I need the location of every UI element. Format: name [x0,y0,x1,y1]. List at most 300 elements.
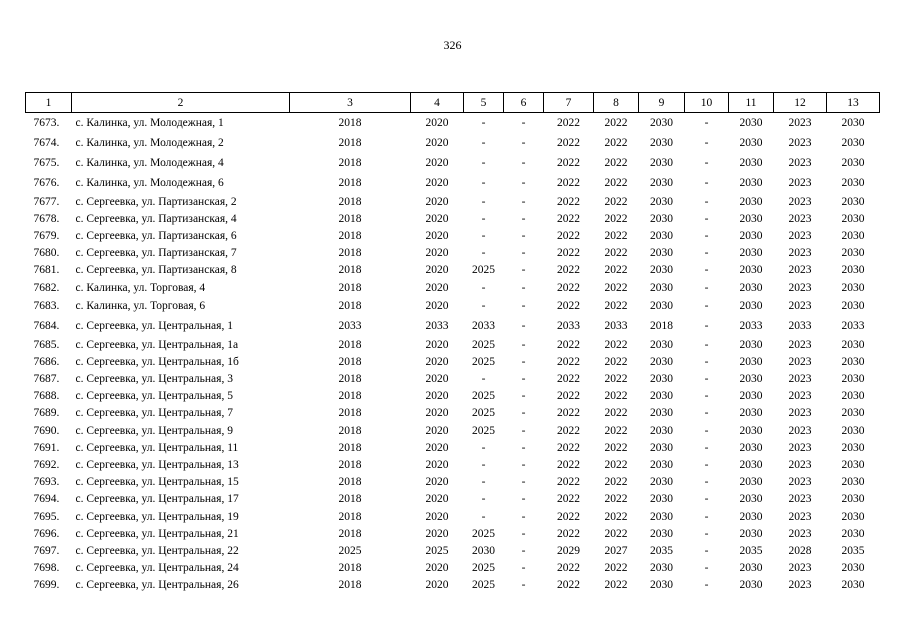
year-cell: 2030 [739,459,763,472]
year-cell: 2033 [788,320,812,333]
table-row [26,405,880,422]
year-cell: 2030 [650,195,673,208]
year-cell: 2033 [338,320,362,333]
year-cell: 2030 [650,212,673,225]
table-row [26,353,880,370]
column-header: 3 [290,93,411,113]
year-cell: - [521,247,526,260]
year-cell: 2025 [472,338,495,351]
year-cell: 2022 [557,229,580,242]
year-cell: 2028 [788,544,812,557]
year-cell: - [481,229,486,242]
row-number-cell: 7686. [33,355,60,368]
year-cell: - [704,229,709,242]
year-cell: 2022 [604,562,628,575]
year-cell: - [704,137,709,149]
year-cell: 2030 [472,544,495,557]
year-cell: 2023 [788,117,812,129]
year-cell: 2030 [739,177,763,189]
year-cell: - [481,493,486,506]
year-cell: 2030 [650,264,673,277]
row-number-cell: 7679. [33,229,60,242]
table-body [26,113,880,594]
year-cell: 2022 [604,157,628,169]
column-header: 5 [464,93,504,113]
year-cell: 2022 [604,476,628,489]
year-cell: 2022 [557,390,580,403]
year-cell: 2030 [841,579,865,592]
year-cell: 2020 [425,493,449,506]
year-cell: 2030 [739,300,763,313]
year-cell: - [704,493,709,506]
address-cell: с. Сергеевка, ул. Партизанская, 6 [75,229,237,242]
table-row [26,210,880,227]
row-number-cell: 7685. [33,338,60,351]
year-cell: 2018 [338,510,362,523]
year-cell: 2030 [650,177,673,189]
table-row [26,316,880,336]
table-row [26,560,880,577]
row-number-cell: 7687. [33,373,60,386]
address-cell: с. Сергеевка, ул. Центральная, 11 [75,441,239,454]
year-cell: 2033 [841,320,865,333]
year-cell: 2025 [472,579,495,592]
year-cell: 2030 [841,157,865,169]
address-cell: с. Сергеевка, ул. Партизанская, 8 [75,264,237,277]
table-row [26,508,880,525]
year-cell: 2030 [650,247,673,260]
year-cell: - [481,195,486,208]
year-cell: 2030 [841,281,865,294]
table-row [26,439,880,456]
year-cell: - [481,177,486,189]
year-cell: 2030 [841,510,865,523]
year-cell: 2030 [739,407,763,420]
year-cell: - [704,424,709,437]
year-cell: - [481,212,486,225]
address-cell: с. Сергеевка, ул. Центральная, 1а [75,338,239,351]
year-cell: 2022 [557,493,580,506]
year-cell: 2022 [604,407,628,420]
table-row [26,422,880,439]
year-cell: 2022 [557,157,580,169]
year-cell: 2018 [650,320,673,333]
year-cell: 2020 [425,355,449,368]
year-cell: - [521,355,526,368]
row-number-cell: 7682. [33,281,60,294]
row-number-cell: 7690. [33,424,60,437]
year-cell: - [704,281,709,294]
year-cell: 2022 [557,247,580,260]
year-cell: 2030 [739,281,763,294]
year-cell: 2022 [604,264,628,277]
year-cell: - [704,117,709,129]
address-cell: с. Сергеевка, ул. Центральная, 17 [75,493,239,506]
table-row [26,296,880,316]
year-cell: 2018 [338,527,362,540]
column-header: 7 [544,93,594,113]
table-row [26,474,880,491]
table-header [26,93,880,113]
year-cell: 2022 [604,281,628,294]
year-cell: 2022 [557,562,580,575]
year-cell: 2022 [604,373,628,386]
row-number-cell: 7689. [33,407,60,420]
address-cell: с. Сергеевка, ул. Партизанская, 7 [75,247,237,260]
year-cell: 2023 [788,527,812,540]
year-cell: 2023 [788,177,812,189]
address-cell: с. Калинка, ул. Молодежная, 1 [75,117,224,129]
year-cell: - [521,459,526,472]
year-cell: 2030 [841,373,865,386]
year-cell: 2022 [604,212,628,225]
year-cell: 2023 [788,562,812,575]
table-row [26,133,880,153]
page-number: 326 [443,38,462,52]
table-row [26,279,880,296]
year-cell: 2030 [739,476,763,489]
year-cell: 2030 [650,117,673,129]
year-cell: 2020 [425,476,449,489]
year-cell: 2022 [557,407,580,420]
year-cell: - [521,300,526,313]
year-cell: 2020 [425,441,449,454]
row-number-cell: 7696. [33,527,60,540]
year-cell: - [704,212,709,225]
table-row [26,227,880,244]
address-cell: с. Сергеевка, ул. Центральная, 26 [75,579,239,592]
address-cell: с. Сергеевка, ул. Центральная, 3 [75,373,233,386]
address-cell: с. Сергеевка, ул. Центральная, 22 [75,544,239,557]
year-cell: 2023 [788,476,812,489]
year-cell: 2030 [650,424,673,437]
year-cell: - [521,320,526,333]
year-cell: 2033 [739,320,763,333]
year-cell: - [521,510,526,523]
year-cell: 2030 [841,137,865,149]
year-cell: 2022 [604,424,628,437]
year-cell: - [704,459,709,472]
row-number-cell: 7684. [33,320,60,333]
year-cell: 2022 [604,177,628,189]
year-cell: - [521,424,526,437]
address-cell: с. Сергеевка, ул. Центральная, 15 [75,476,239,489]
year-cell: 2022 [604,247,628,260]
year-cell: - [521,157,526,169]
year-cell: 2030 [739,338,763,351]
year-cell: 2025 [472,355,495,368]
row-number-cell: 7680. [33,247,60,260]
year-cell: 2022 [557,117,580,129]
year-cell: 2020 [425,527,449,540]
address-cell: с. Сергеевка, ул. Центральная, 24 [75,562,239,575]
year-cell: 2020 [425,281,449,294]
year-cell: - [704,544,709,557]
year-cell: 2022 [604,300,628,313]
address-cell: с. Калинка, ул. Молодежная, 2 [75,137,224,149]
column-header: 1 [26,93,72,113]
year-cell: 2030 [739,510,763,523]
year-cell: - [481,117,486,129]
year-cell: - [481,510,486,523]
row-number-cell: 7693. [33,476,60,489]
year-cell: 2020 [425,510,449,523]
year-cell: 2022 [557,579,580,592]
year-cell: 2030 [739,373,763,386]
year-cell: 2030 [739,212,763,225]
column-header: 10 [685,93,729,113]
year-cell: 2025 [425,544,449,557]
year-cell: 2030 [650,527,673,540]
year-cell: 2023 [788,459,812,472]
year-cell: 2018 [338,157,362,169]
year-cell: 2022 [557,441,580,454]
address-cell: с. Сергеевка, ул. Центральная, 13 [75,459,239,472]
year-cell: 2022 [557,338,580,351]
table-row [26,577,880,594]
year-cell: 2022 [604,390,628,403]
year-cell: 2023 [788,247,812,260]
year-cell: 2023 [788,300,812,313]
year-cell: 2022 [557,527,580,540]
year-cell: 2023 [788,137,812,149]
year-cell: - [704,373,709,386]
year-cell: 2030 [841,212,865,225]
year-cell: 2030 [841,338,865,351]
year-cell: 2030 [841,195,865,208]
year-cell: 2022 [557,212,580,225]
column-header: 6 [504,93,544,113]
year-cell: 2018 [338,493,362,506]
column-header: 11 [729,93,774,113]
year-cell: 2020 [425,195,449,208]
year-cell: 2030 [650,407,673,420]
year-cell: 2022 [604,338,628,351]
year-cell: - [521,562,526,575]
year-cell: - [481,247,486,260]
year-cell: 2022 [557,476,580,489]
year-cell: 2023 [788,390,812,403]
column-header: 2 [72,93,290,113]
year-cell: 2022 [604,117,628,129]
row-number-cell: 7675. [33,157,60,169]
row-number-cell: 7673. [33,117,60,129]
year-cell: 2030 [841,441,865,454]
year-cell: 2033 [472,320,495,333]
year-cell: 2023 [788,281,812,294]
year-cell: 2018 [338,195,362,208]
year-cell: 2030 [841,177,865,189]
year-cell: 2020 [425,390,449,403]
year-cell: 2020 [425,137,449,149]
year-cell: 2030 [650,300,673,313]
address-cell: с. Сергеевка, ул. Партизанская, 4 [75,212,237,225]
row-number-cell: 7688. [33,390,60,403]
year-cell: 2030 [841,117,865,129]
year-cell: 2022 [557,264,580,277]
row-number-cell: 7698. [33,562,60,575]
year-cell: 2030 [650,281,673,294]
address-cell: с. Калинка, ул. Торговая, 6 [75,300,206,313]
year-cell: 2020 [425,177,449,189]
address-cell: с. Калинка, ул. Молодежная, 6 [75,177,224,189]
year-cell: 2022 [557,373,580,386]
year-cell: 2030 [841,247,865,260]
year-cell: 2020 [425,300,449,313]
year-cell: 2030 [841,562,865,575]
year-cell: - [521,579,526,592]
row-number-cell: 7683. [33,300,60,313]
year-cell: - [704,527,709,540]
year-cell: 2030 [841,300,865,313]
row-number-cell: 7681. [33,264,60,277]
year-cell: 2018 [338,137,362,149]
year-cell: 2023 [788,579,812,592]
year-cell: 2018 [338,212,362,225]
address-cell: с. Калинка, ул. Торговая, 4 [75,281,206,294]
year-cell: 2025 [472,264,495,277]
year-cell: 2030 [650,579,673,592]
year-cell: 2025 [472,562,495,575]
year-cell: 2020 [425,373,449,386]
year-cell: 2020 [425,264,449,277]
year-cell: 2023 [788,338,812,351]
year-cell: 2022 [604,579,628,592]
row-number-cell: 7674. [33,137,60,149]
year-cell: - [704,355,709,368]
year-cell: 2020 [425,407,449,420]
table-row [26,262,880,279]
year-cell: 2018 [338,264,362,277]
year-cell: - [704,476,709,489]
year-cell: 2030 [650,373,673,386]
year-cell: - [521,476,526,489]
row-number-cell: 7694. [33,493,60,506]
year-cell: - [481,441,486,454]
year-cell: 2018 [338,229,362,242]
year-cell: 2018 [338,373,362,386]
year-cell: 2030 [739,562,763,575]
table-row [26,542,880,559]
year-cell: 2018 [338,562,362,575]
year-cell: - [521,212,526,225]
year-cell: 2030 [650,229,673,242]
year-cell: 2030 [841,229,865,242]
year-cell: 2018 [338,281,362,294]
table-row [26,456,880,473]
year-cell: 2030 [739,355,763,368]
year-cell: 2030 [650,510,673,523]
year-cell: 2022 [604,510,628,523]
year-cell: 2035 [650,544,673,557]
year-cell: 2033 [604,320,628,333]
register-table [25,92,880,594]
year-cell: 2030 [841,355,865,368]
year-cell: - [704,338,709,351]
address-cell: с. Сергеевка, ул. Центральная, 19 [75,510,239,523]
year-cell: - [521,390,526,403]
year-cell: - [521,229,526,242]
year-cell: 2020 [425,229,449,242]
year-cell: - [481,281,486,294]
table-row [26,388,880,405]
year-cell: - [704,264,709,277]
year-cell: 2027 [604,544,628,557]
year-cell: 2018 [338,459,362,472]
year-cell: 2025 [472,527,495,540]
year-cell: 2030 [650,157,673,169]
year-cell: - [704,177,709,189]
year-cell: 2030 [841,424,865,437]
year-cell: 2025 [338,544,362,557]
year-cell: 2020 [425,459,449,472]
year-cell: 2018 [338,579,362,592]
year-cell: 2030 [739,247,763,260]
table-row [26,371,880,388]
year-cell: 2035 [841,544,865,557]
year-cell: 2025 [472,424,495,437]
year-cell: 2025 [472,390,495,403]
address-cell: с. Сергеевка, ул. Центральная, 5 [75,390,233,403]
table-row [26,113,880,134]
year-cell: - [481,476,486,489]
year-cell: - [704,407,709,420]
year-cell: 2030 [650,355,673,368]
year-cell: - [521,441,526,454]
year-cell: 2020 [425,424,449,437]
row-number-cell: 7676. [33,177,60,189]
year-cell: - [521,493,526,506]
row-number-cell: 7692. [33,459,60,472]
year-cell: 2030 [841,390,865,403]
year-cell: 2023 [788,157,812,169]
year-cell: 2022 [557,355,580,368]
year-cell: - [704,157,709,169]
year-cell: 2023 [788,510,812,523]
year-cell: 2030 [739,137,763,149]
year-cell: - [521,407,526,420]
year-cell: 2025 [472,407,495,420]
year-cell: 2030 [650,441,673,454]
table-row [26,525,880,542]
table-row [26,491,880,508]
column-header: 12 [774,93,827,113]
year-cell: 2030 [739,424,763,437]
column-header: 8 [594,93,639,113]
year-cell: 2020 [425,562,449,575]
row-number-cell: 7697. [33,544,60,557]
year-cell: 2018 [338,338,362,351]
year-cell: 2022 [557,137,580,149]
address-cell: с. Сергеевка, ул. Центральная, 21 [75,527,239,540]
year-cell: 2030 [841,459,865,472]
year-cell: 2030 [841,527,865,540]
year-cell: 2022 [557,281,580,294]
year-cell: 2020 [425,157,449,169]
year-cell: - [521,264,526,277]
row-number-cell: 7695. [33,510,60,523]
year-cell: - [481,459,486,472]
year-cell: - [704,510,709,523]
year-cell: 2023 [788,212,812,225]
address-cell: с. Сергеевка, ул. Центральная, 7 [75,407,233,420]
table-row [26,193,880,210]
year-cell: - [704,300,709,313]
year-cell: 2022 [557,300,580,313]
year-cell: - [521,117,526,129]
year-cell: 2022 [557,459,580,472]
year-cell: 2018 [338,441,362,454]
